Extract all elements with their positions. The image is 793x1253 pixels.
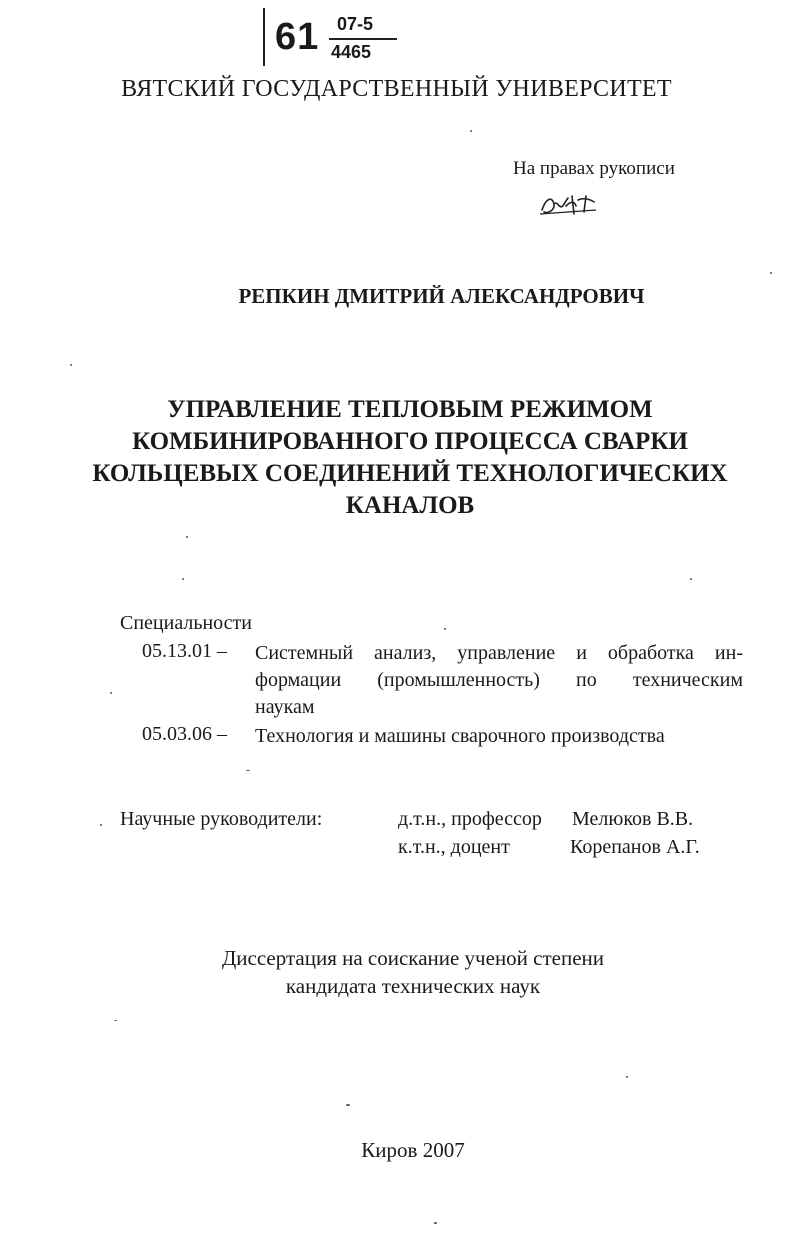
title-line: КАНАЛОВ bbox=[345, 492, 475, 519]
supervisor-name: Мелюков В.В. bbox=[572, 808, 694, 830]
supervisors-label: Научные руководители: bbox=[120, 808, 323, 830]
stamp-fraction-line bbox=[329, 38, 397, 40]
title-line: УПРАВЛЕНИЕ ТЕПЛОВЫМ РЕЖИМОМ bbox=[167, 396, 653, 423]
supervisor-title: к.т.н., доцент bbox=[398, 836, 510, 858]
title-line: КОЛЬЦЕВЫХ СОЕДИНЕНИЙ ТЕХНОЛОГИЧЕСКИХ bbox=[92, 460, 728, 487]
stamp-fraction-bottom: 4465 bbox=[331, 42, 372, 62]
stamp-fraction-top: 07-5 bbox=[337, 14, 374, 34]
author-name: РЕПКИН ДМИТРИЙ АЛЕКСАНДРОВИЧ bbox=[238, 284, 645, 308]
signature-icon bbox=[538, 190, 598, 220]
specialty-description bbox=[255, 640, 743, 721]
dissertation-line: кандидата технических наук bbox=[285, 974, 541, 998]
specialty-code: 05.13.01 – bbox=[142, 640, 227, 662]
stamp-number: 61 bbox=[275, 16, 320, 58]
rights-note: На правах рукописи bbox=[513, 158, 675, 179]
university-name: ВЯТСКИЙ ГОСУДАРСТВЕННЫЙ УНИВЕРСИТЕТ bbox=[121, 76, 672, 102]
specialty-code: 05.03.06 – bbox=[142, 723, 227, 745]
supervisor-name: Корепанов А.Г. bbox=[570, 836, 700, 858]
library-stamp bbox=[263, 8, 415, 66]
specialty-line: Технология и машины сварочного производства bbox=[255, 725, 665, 747]
title-line: КОМБИНИРОВАННОГО ПРОЦЕССА СВАРКИ bbox=[132, 428, 688, 455]
specialty-line: наукам bbox=[255, 696, 315, 718]
specialty-line: Системный анализ, управление и обработка ин- bbox=[255, 642, 743, 664]
dissertation-line: Диссертация на соискание ученой степени bbox=[221, 946, 605, 970]
specialties-heading: Специальности bbox=[120, 612, 253, 634]
supervisor-title: д.т.н., профессор bbox=[398, 808, 542, 830]
thesis-title bbox=[60, 394, 760, 522]
specialty-line: формации (промышленность) по техническим bbox=[255, 669, 743, 691]
city-year: Киров 2007 bbox=[361, 1138, 465, 1162]
specialty-description bbox=[255, 723, 743, 750]
